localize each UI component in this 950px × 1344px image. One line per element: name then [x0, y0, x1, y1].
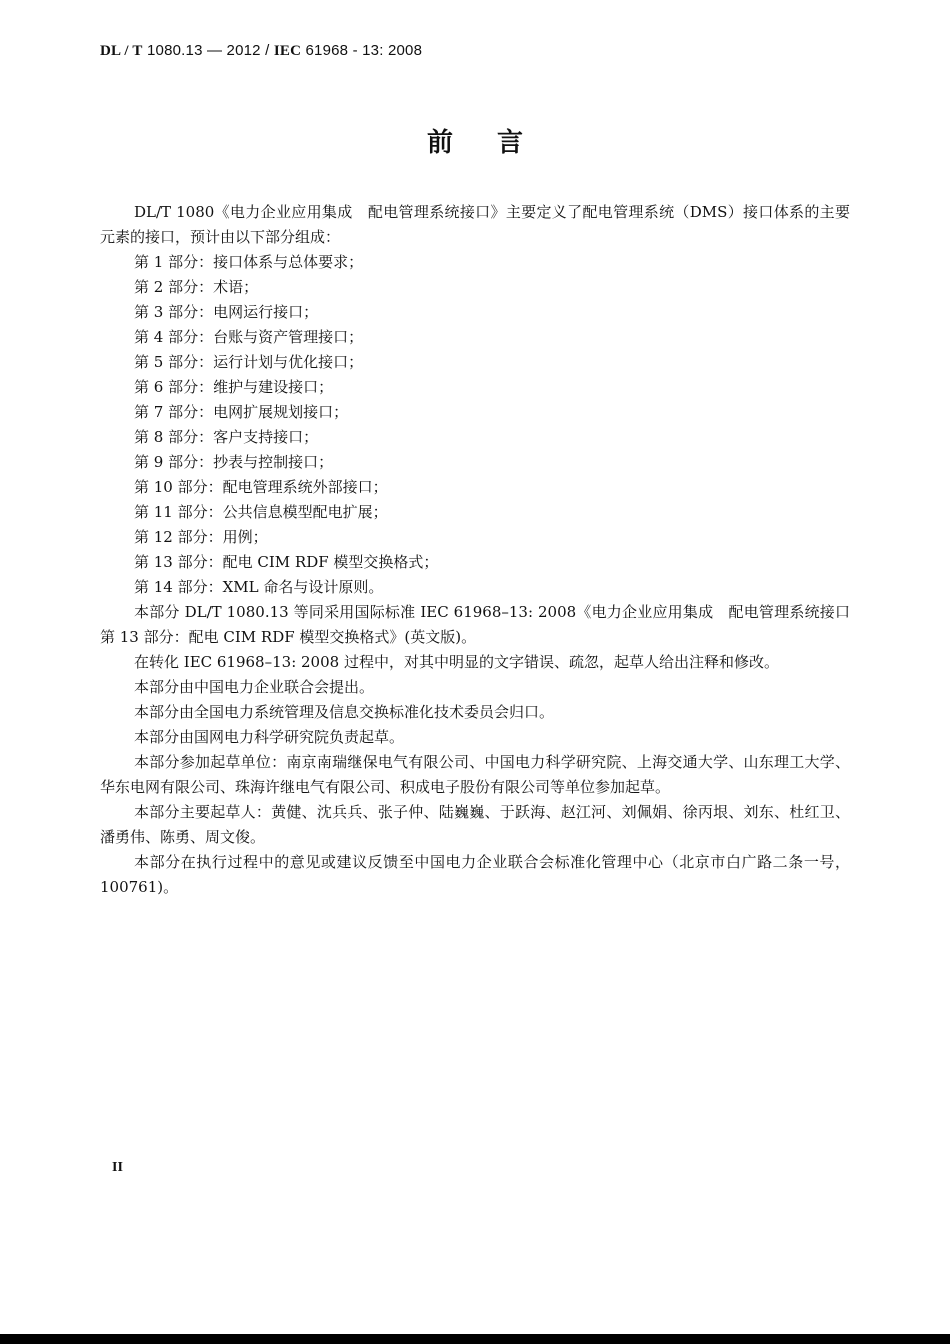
standard-prefix: DL / T [100, 43, 143, 59]
part-list-item: 第 12 部分：用例； [134, 528, 268, 546]
part-list-item: 第 2 部分：术语； [134, 278, 259, 296]
part-list-item: 第 14 部分：XML 命名与设计原则。 [134, 578, 384, 596]
proposer-paragraph: 本部分由中国电力企业联合会提出。 [134, 678, 375, 696]
drafters-paragraph: 本部分主要起草人：黄健、沈兵兵、张子仲、陆巍巍、于跃海、赵江河、刘佩娟、徐丙垠、刘东、杜红卫、潘勇伟、陈勇、周文俊。 [100, 803, 850, 846]
committee-paragraph: 本部分由全国电力系统管理及信息交换标准化技术委员会归口。 [134, 703, 555, 721]
running-header [100, 42, 422, 60]
part-list-item: 第 1 部分：接口体系与总体要求； [134, 253, 364, 271]
intro-paragraph: DL/T 1080《电力企业应用集成 配电管理系统接口》主要定义了配电管理系统（DMS）接口体系的主要元素的接口，预计由以下部分组成： [100, 203, 850, 246]
adoption-paragraph: 本部分 DL/T 1080.13 等同采用国际标准 IEC 61968–13: 2008《电力企业应用集成 配电管理系统接口 第 13 部分：配电 CIM RDF 模型交换格式》(英文版)。 [100, 603, 866, 646]
drafting-lead-paragraph: 本部分由国网电力科学研究院负责起草。 [134, 728, 405, 746]
part-list-item: 第 9 部分：抄表与控制接口； [134, 453, 334, 471]
feedback-paragraph: 本部分在执行过程中的意见或建议反馈至中国电力企业联合会标准化管理中心（北京市白广路二条一号，100761)。 [100, 853, 850, 896]
conversion-paragraph: 在转化 IEC 61968–13: 2008 过程中，对其中明显的文字错误、疏忽，起草人给出注释和修改。 [134, 653, 779, 671]
part-list-item: 第 3 部分：电网运行接口； [134, 303, 319, 321]
part-list-item: 第 10 部分：配电管理系统外部接口； [134, 478, 388, 496]
page-title: 前言 [426, 128, 567, 158]
participants-paragraph: 本部分参加起草单位：南京南瑞继保电气有限公司、中国电力科学研究院、上海交通大学、山东理工大学、华东电网有限公司、珠海许继电气有限公司、积成电子股份有限公司等单位参加起草。 [100, 753, 850, 796]
bottom-border [0, 1334, 950, 1344]
part-list-item: 第 7 部分：电网扩展规划接口； [134, 403, 349, 421]
part-list-item: 第 5 部分：运行计划与优化接口； [134, 353, 364, 371]
foreword-body [100, 200, 866, 900]
part-list-item: 第 11 部分：公共信息模型配电扩展； [134, 503, 388, 521]
part-list-item: 第 8 部分：客户支持接口； [134, 428, 319, 446]
page-number: II [112, 1160, 123, 1175]
iec-prefix: IEC [273, 43, 302, 59]
standard-number: 1080.13 — 2012 / [147, 42, 270, 59]
part-list-item: 第 6 部分：维护与建设接口； [134, 378, 334, 396]
part-list-item: 第 13 部分：配电 CIM RDF 模型交换格式； [134, 553, 439, 571]
part-list-item: 第 4 部分：台账与资产管理接口； [134, 328, 364, 346]
iec-number: 61968 - 13: 2008 [305, 42, 423, 59]
